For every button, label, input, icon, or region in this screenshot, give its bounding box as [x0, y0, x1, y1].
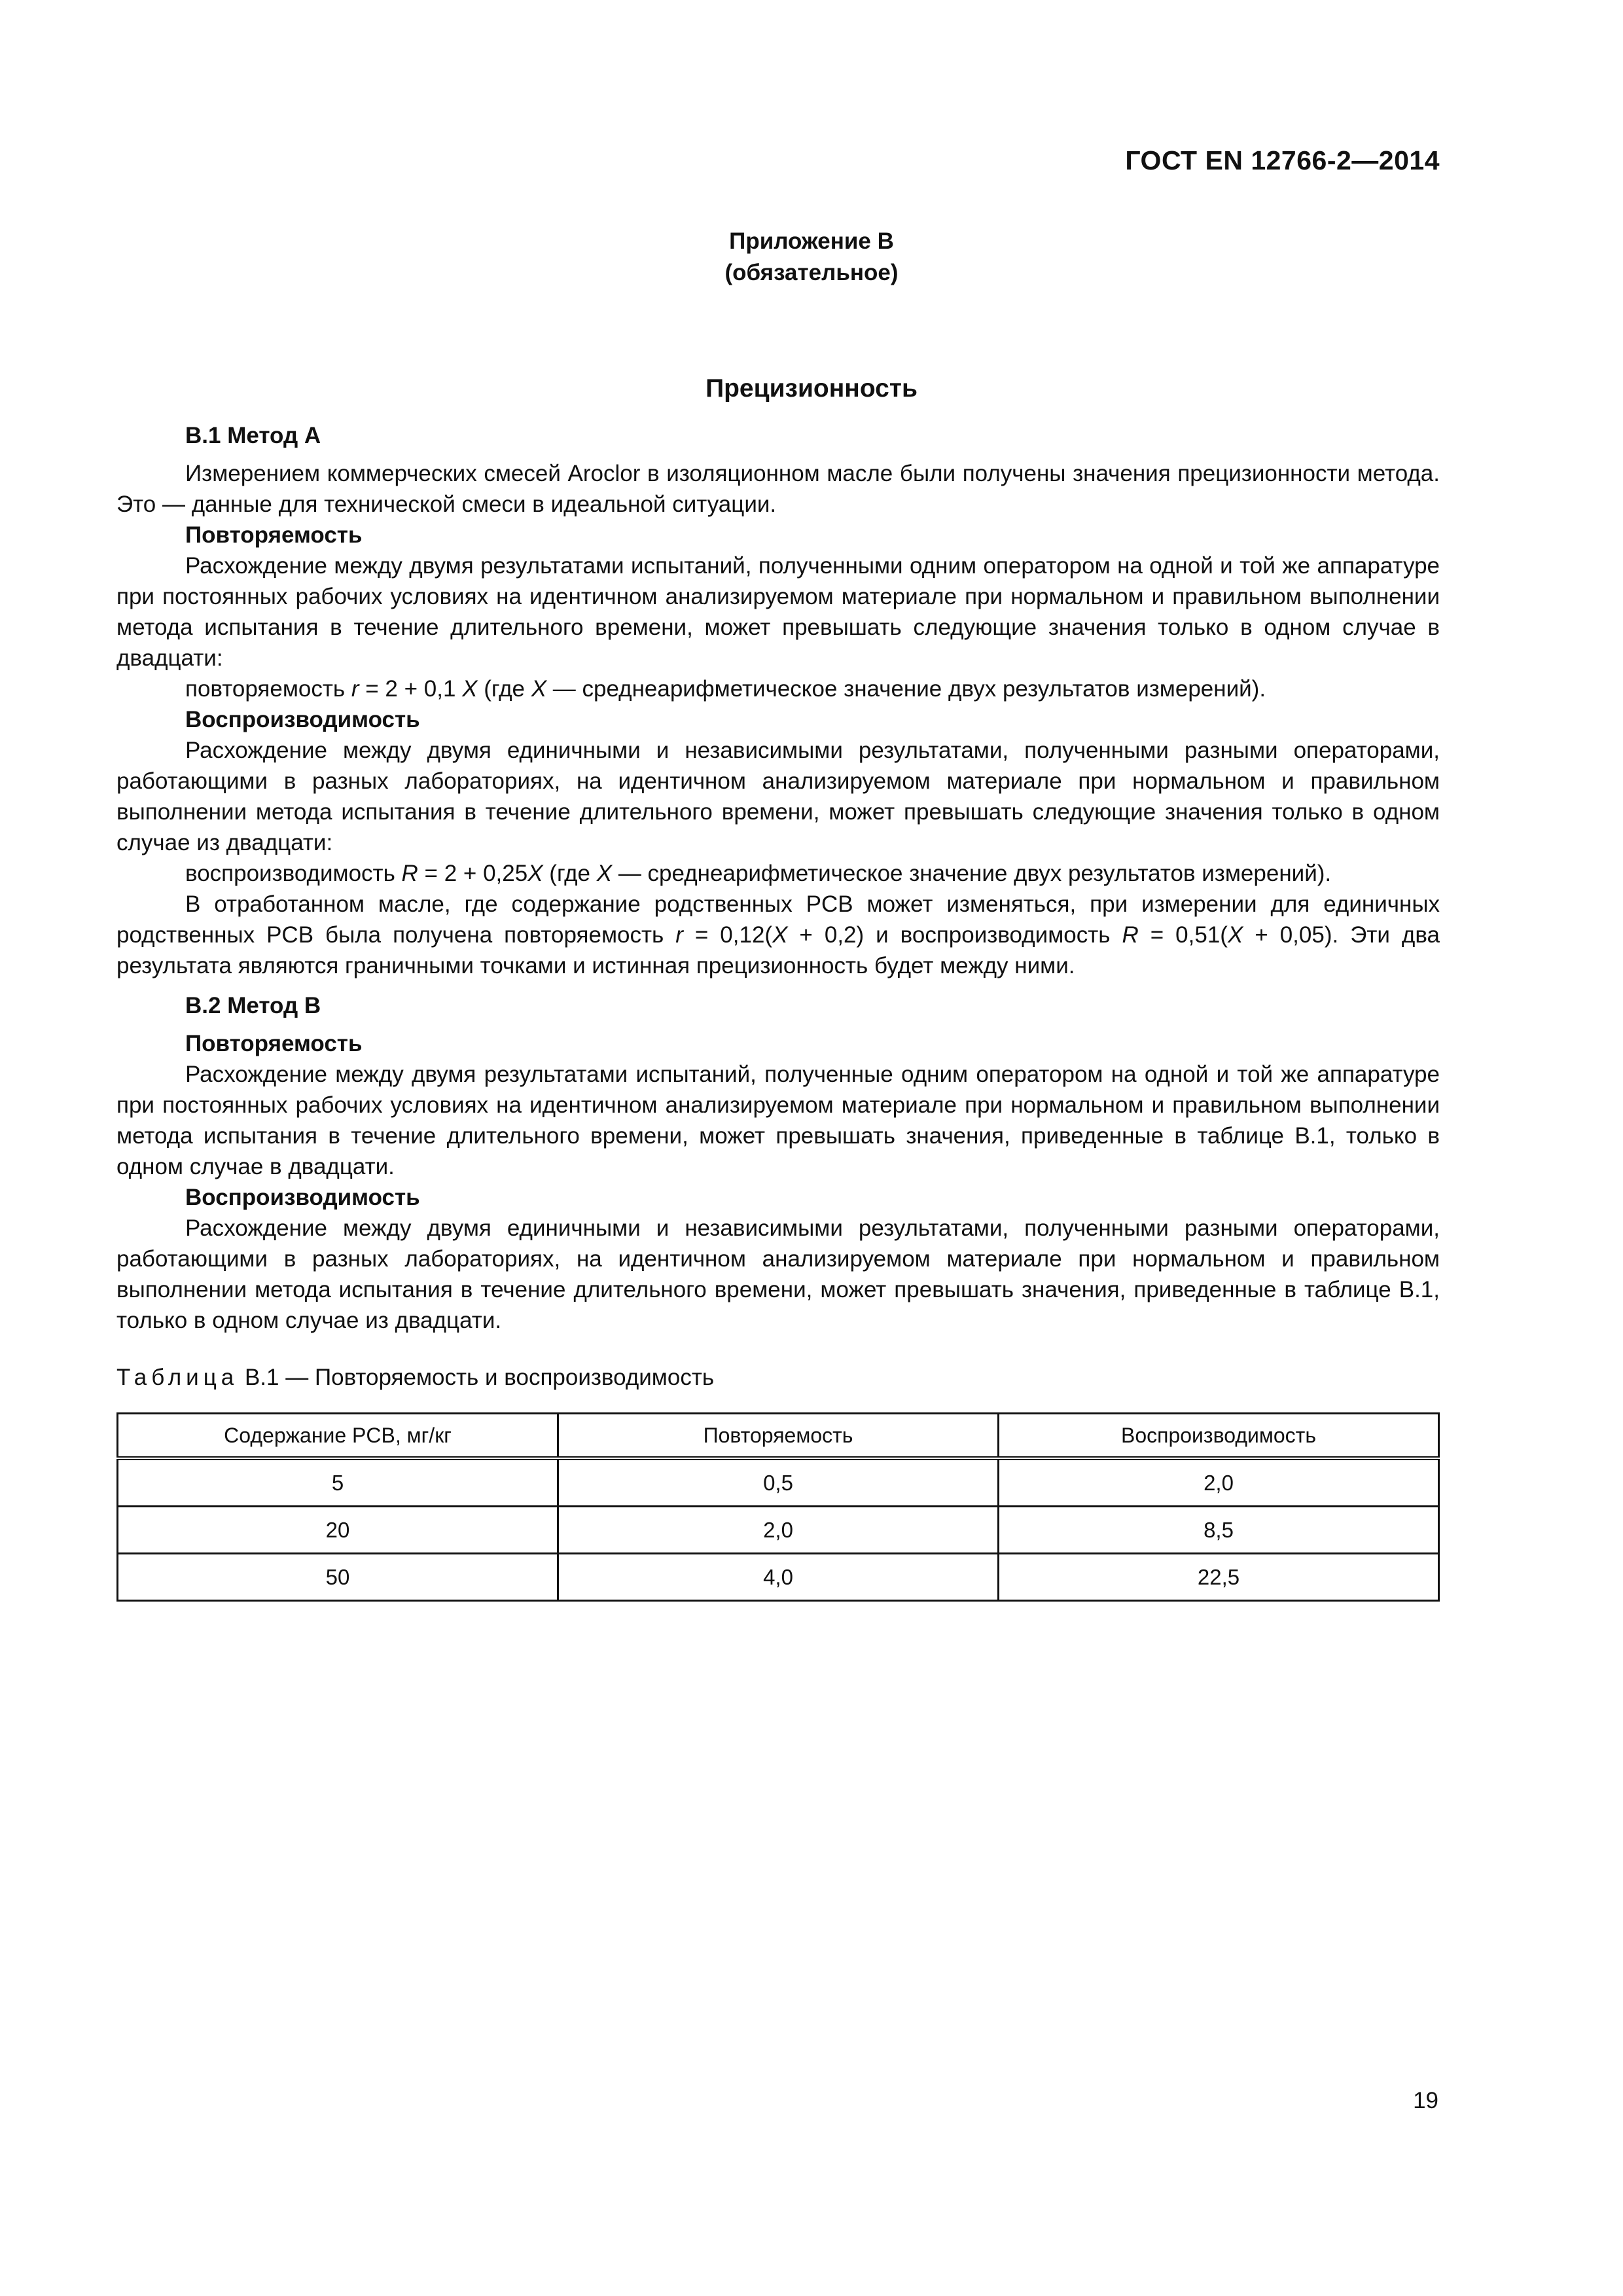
- formula-b1-reproducibility: воспроизводимость R = 2 + 0,25X (где X — среднеарифметическое значение двух результатов измерений).: [185, 861, 1332, 886]
- appendix-status: (обязательное): [724, 260, 899, 285]
- paragraph-b1-intro: Измерением коммерческих смесей Aroclor в изоляционном масле были получены значения прецизионности метода. Это — данные для технической смеси в идеальной ситуации.: [116, 461, 1440, 517]
- table-caption-text: В.1 — Повторяемость и воспроизводимость: [238, 1365, 715, 1390]
- table-cell: 22,5: [999, 1554, 1439, 1601]
- appendix-title: Приложение В: [729, 228, 894, 254]
- paragraph-b1-used-oil: В отработанном масле, где содержание родственных PCB может изменяться, при измерении для единичных родственных PCB была получена повторяемость r = 0,12(X + 0,2) и воспроизводимость R = 0,51(X + 0,05). Эти два результата являются граничными точками и истинная прецизионность будет между ними.: [116, 891, 1440, 978]
- paragraph-b1-repeatability: Расхождение между двумя результатами испытаний, полученными одним оператором на одной и той же аппаратуре при постоянных рабочих условиях на идентичном анализируемом материале при нормальном и правильном выполнении метода испытания в течение длительного времени, может превышать следующие значения только в одном случае в двадцати:: [116, 553, 1440, 671]
- table-cell: 0,5: [558, 1458, 999, 1507]
- table-cell: 2,0: [558, 1507, 999, 1554]
- table-row: [118, 1458, 1439, 1507]
- precision-table: [116, 1412, 1440, 1602]
- subheading-b1-repeatability: Повторяемость: [185, 522, 363, 548]
- paragraph-b2-repeatability: Расхождение между двумя результатами испытаний, полученные одним оператором на одной и той же аппаратуре при постоянных рабочих условиях на идентичном анализируемом материале при нормальном и правильном выполнении метода испытания в течение длительного времени, может превышать значения, приведенные в таблице В.1, только в одном случае в двадцати.: [116, 1062, 1440, 1179]
- table-cell: 5: [118, 1458, 558, 1507]
- paragraph-b1-reproducibility: Расхождение между двумя единичными и независимыми результатами, полученными разными операторами, работающими в разных лабораториях, на идентичном анализируемом материале при нормальном и правильном выполнении метода испытания в течение длительного времени, может превышать следующие значения только в одном случае из двадцати:: [116, 738, 1440, 855]
- table-cell: 20: [118, 1507, 558, 1554]
- subheading-b2-repeatability: Повторяемость: [185, 1031, 363, 1056]
- table-cell: 50: [118, 1554, 558, 1601]
- section-heading-b2: В.2 Метод В: [185, 993, 321, 1018]
- subheading-b1-reproducibility: Воспроизводимость: [185, 707, 420, 732]
- page-title: Прецизионность: [705, 374, 918, 403]
- document-body: [116, 420, 1440, 1602]
- table-header-cell: Повторяемость: [558, 1414, 999, 1459]
- section-heading-b1: В.1 Метод А: [185, 423, 321, 448]
- page-number: 19: [1413, 2088, 1438, 2113]
- subheading-b2-reproducibility: Воспроизводимость: [185, 1185, 420, 1210]
- document-code: ГОСТ EN 12766-2—2014: [1125, 145, 1440, 175]
- table-cell: 2,0: [999, 1458, 1439, 1507]
- table-header-cell: Содержание PCB, мг/кг: [118, 1414, 558, 1459]
- appendix-heading: [0, 226, 1623, 289]
- table-caption-label: Таблица: [116, 1365, 239, 1390]
- paragraph-b2-reproducibility: Расхождение между двумя единичными и независимыми результатами, полученными разными операторами, работающими в разных лабораториях, на идентичном анализируемом материале при нормальном и правильном выполнении метода испытания в течение длительного времени, может превышать значения, приведенные в таблице В.1, только в одном случае из двадцати.: [116, 1215, 1440, 1333]
- table-cell: 8,5: [999, 1507, 1439, 1554]
- table-row: [118, 1507, 1439, 1554]
- table-header-row: [118, 1414, 1439, 1459]
- table-caption: [116, 1362, 1440, 1393]
- table-header-cell: Воспроизводимость: [999, 1414, 1439, 1459]
- table-cell: 4,0: [558, 1554, 999, 1601]
- formula-b1-repeatability: повторяемость r = 2 + 0,1 X (где X — среднеарифметическое значение двух результатов измерений).: [185, 676, 1266, 702]
- table-row: [118, 1554, 1439, 1601]
